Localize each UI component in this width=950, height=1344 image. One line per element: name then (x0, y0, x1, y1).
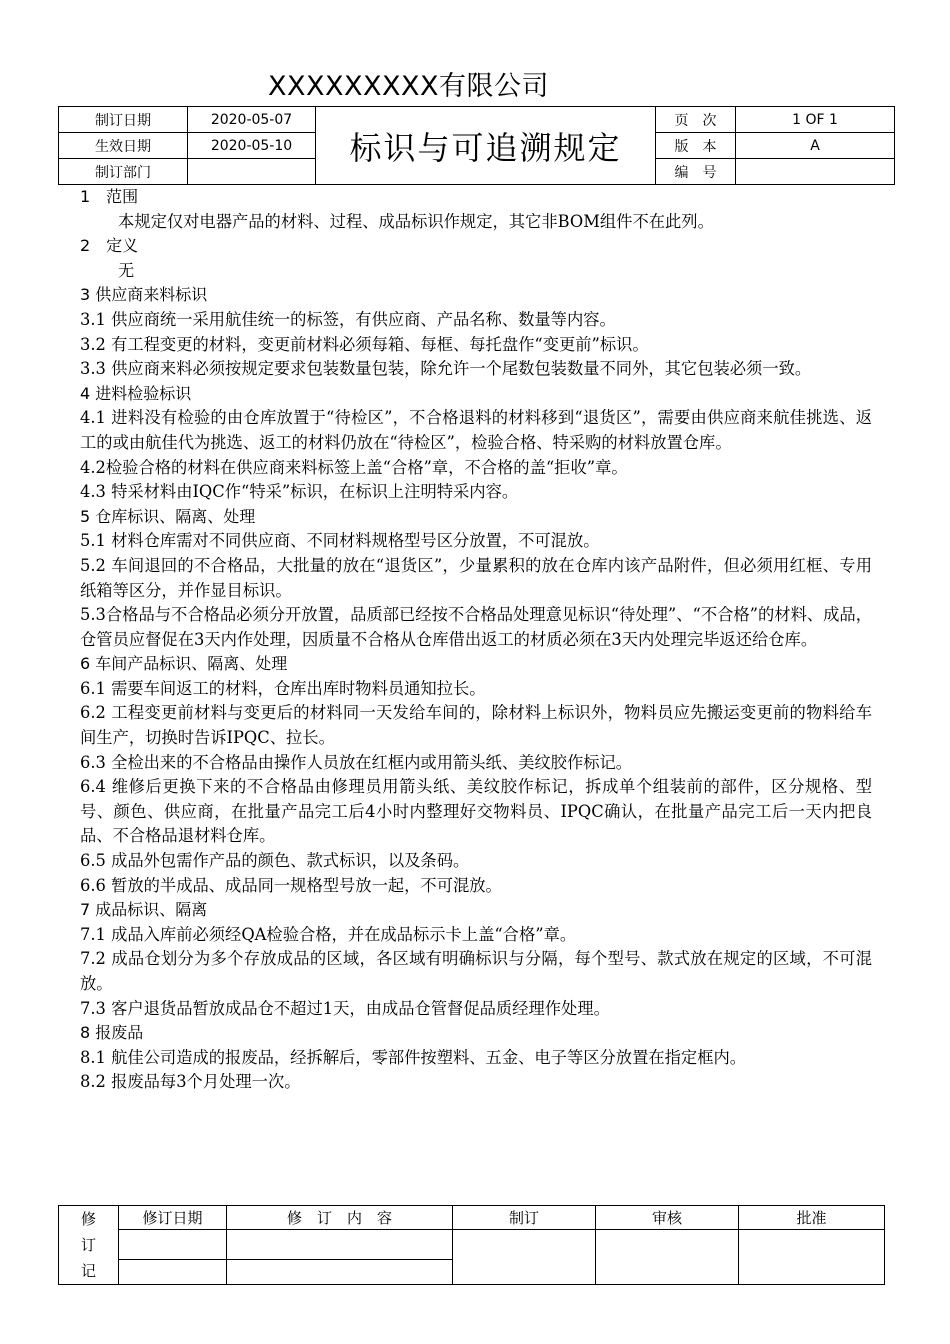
col-approved-by: 批准 (739, 1206, 885, 1230)
number-value (736, 159, 895, 185)
revision-date-cell (119, 1260, 227, 1285)
version-label: 版 本 (656, 133, 736, 159)
section-heading: 1 范围 (80, 187, 139, 206)
revision-content-cell (227, 1260, 453, 1285)
revision-date-cell (119, 1230, 227, 1260)
paragraph: 5.2 车间退回的不合格品，大批量的放在“退货区”，少量累积的放在仓库内该产品附件，但必须用红框、专用纸箱等区分，并作显目标识。 (80, 555, 872, 600)
paragraph: 4.3 特采材料由IQC作“特采”标识，在标识上注明特采内容。 (80, 482, 519, 502)
paragraph: 8.1 航佳公司造成的报废品，经拆解后，零部件按塑料、五金、电子等区分放置在指定框内。 (80, 1047, 747, 1067)
paragraph: 6.6 暂放的半成品、成品同一规格型号放一起，不可混放。 (80, 875, 502, 895)
paragraph: 3.2 有工程变更的材料，变更前材料必须每箱、每框、每托盘作“变更前”标识。 (80, 334, 649, 354)
paragraph: 6.4 维修后更换下来的不合格品由修理员用箭头纸、美纹胶作标记，拆成单个组装前的部件，区分规格、型号、颜色、供应商，在批量产品完工后4小时内整理好交物料员、IPQC确认，在批量产品完工后一天内把良品、不合格品退材料仓库。 (80, 777, 872, 846)
document-header-table (58, 106, 895, 185)
dept-label: 制订部门 (59, 159, 188, 185)
col-reviewed-by: 审核 (596, 1206, 739, 1230)
made-by-cell (453, 1230, 596, 1285)
paragraph: 5.3合格品与不合格品必须分开放置，品质部已经按不合格品处理意见标识“待处理”、“不合格”的材料、成品，仓管员应督促在3天内作处理，因质量不合格从仓库借出返工的材质必须在3天内处理完毕返还给仓库。 (80, 605, 872, 649)
paragraph: 本规定仅对电器产品的材料、过程、成品标识作规定，其它非BOM组件不在此列。 (118, 211, 714, 231)
effective-date-label: 生效日期 (59, 133, 188, 159)
issue-date-value: 2020-05-07 (188, 107, 316, 133)
paragraph: 无 (118, 260, 135, 280)
col-made-by: 制订 (453, 1206, 596, 1230)
revision-label-char: 修 (80, 1210, 96, 1228)
paragraph: 5.1 材料仓库需对不同供应商、不同材料规格型号区分放置，不可混放。 (80, 531, 600, 551)
number-label: 编 号 (656, 159, 736, 185)
revision-content-cell (227, 1230, 453, 1260)
paragraph: 7.2 成品仓划分为多个存放成品的区域，各区域有明确标识与分隔，每个型号、款式放在规定的区域，不可混放。 (80, 949, 872, 993)
section-heading: 5 仓库标识、隔离、处理 (80, 506, 256, 526)
section-heading: 4 进料检验标识 (80, 383, 192, 403)
col-revision-content: 修 订 内 容 (227, 1206, 453, 1230)
dept-value (188, 159, 316, 185)
paragraph: 6.1 需要车间返工的材料，仓库出库时物料员通知拉长。 (80, 678, 486, 698)
section-heading: 3 供应商来料标识 (80, 285, 208, 305)
paragraph: 6.2 工程变更前材料与变更后的材料同一天发给车间的，除材料上标识外，物料员应先搬运变更前的物料给车间生产，切换时告诉IPQC、拉长。 (80, 703, 872, 748)
paragraph: 3.1 供应商统一采用航佳统一的标签，有供应商、产品名称、数量等内容。 (80, 309, 616, 329)
paragraph: 3.3 供应商来料必须按规定要求包装数量包装，除允许一个尾数包装数量不同外，其它包装必须一致。 (80, 359, 812, 379)
document-title: 标识与可追溯规定 (316, 107, 656, 185)
approved-by-cell (739, 1230, 885, 1285)
section-heading: 2 定义 (80, 236, 139, 256)
revision-record-label (59, 1206, 119, 1285)
page-label: 页 次 (656, 107, 736, 133)
issue-date-label: 制订日期 (59, 107, 188, 133)
company-name: XXXXXXXXX有限公司 (268, 71, 549, 102)
paragraph: 8.2 报废品每3个月处理一次。 (80, 1072, 301, 1092)
paragraph: 4.2检验合格的材料在供应商来料标签上盖“合格”章，不合格的盖“拒收”章。 (80, 457, 628, 477)
paragraph: 7.3 客户退货品暂放成品仓不超过1天，由成品仓管督促品质经理作处理。 (80, 998, 610, 1018)
paragraph: 7.1 成品入库前必须经QA检验合格，并在成品标示卡上盖“合格”章。 (80, 924, 577, 944)
col-revision-date: 修订日期 (119, 1206, 227, 1230)
paragraph: 4.1 进料没有检验的由仓库放置于“待检区”，不合格退料的材料移到“退货区”，需要由供应商来航佳挑选、返工的或由航佳代为挑选、返工的材料仍放在“待检区”，检验合格、特采购的材料放置仓库。 (80, 408, 872, 452)
paragraph: 6.5 成品外包需作产品的颜色、款式标识，以及条码。 (80, 851, 470, 871)
reviewed-by-cell (596, 1230, 739, 1285)
revision-label-char: 记 (80, 1262, 96, 1280)
section-heading: 8 报废品 (80, 1023, 144, 1043)
paragraph: 6.3 全检出来的不合格品由操作人员放在红框内或用箭头纸、美纹胶作标记。 (80, 752, 633, 772)
section-heading: 7 成品标识、隔离 (80, 900, 208, 920)
version-value: A (736, 133, 895, 159)
revision-record-table (58, 1205, 885, 1285)
effective-date-value: 2020-05-10 (188, 133, 316, 159)
revision-label-char: 订 (80, 1236, 96, 1254)
section-heading: 6 车间产品标识、隔离、处理 (80, 654, 288, 674)
page-value: 1 OF 1 (736, 107, 895, 133)
document-body (80, 185, 872, 1095)
